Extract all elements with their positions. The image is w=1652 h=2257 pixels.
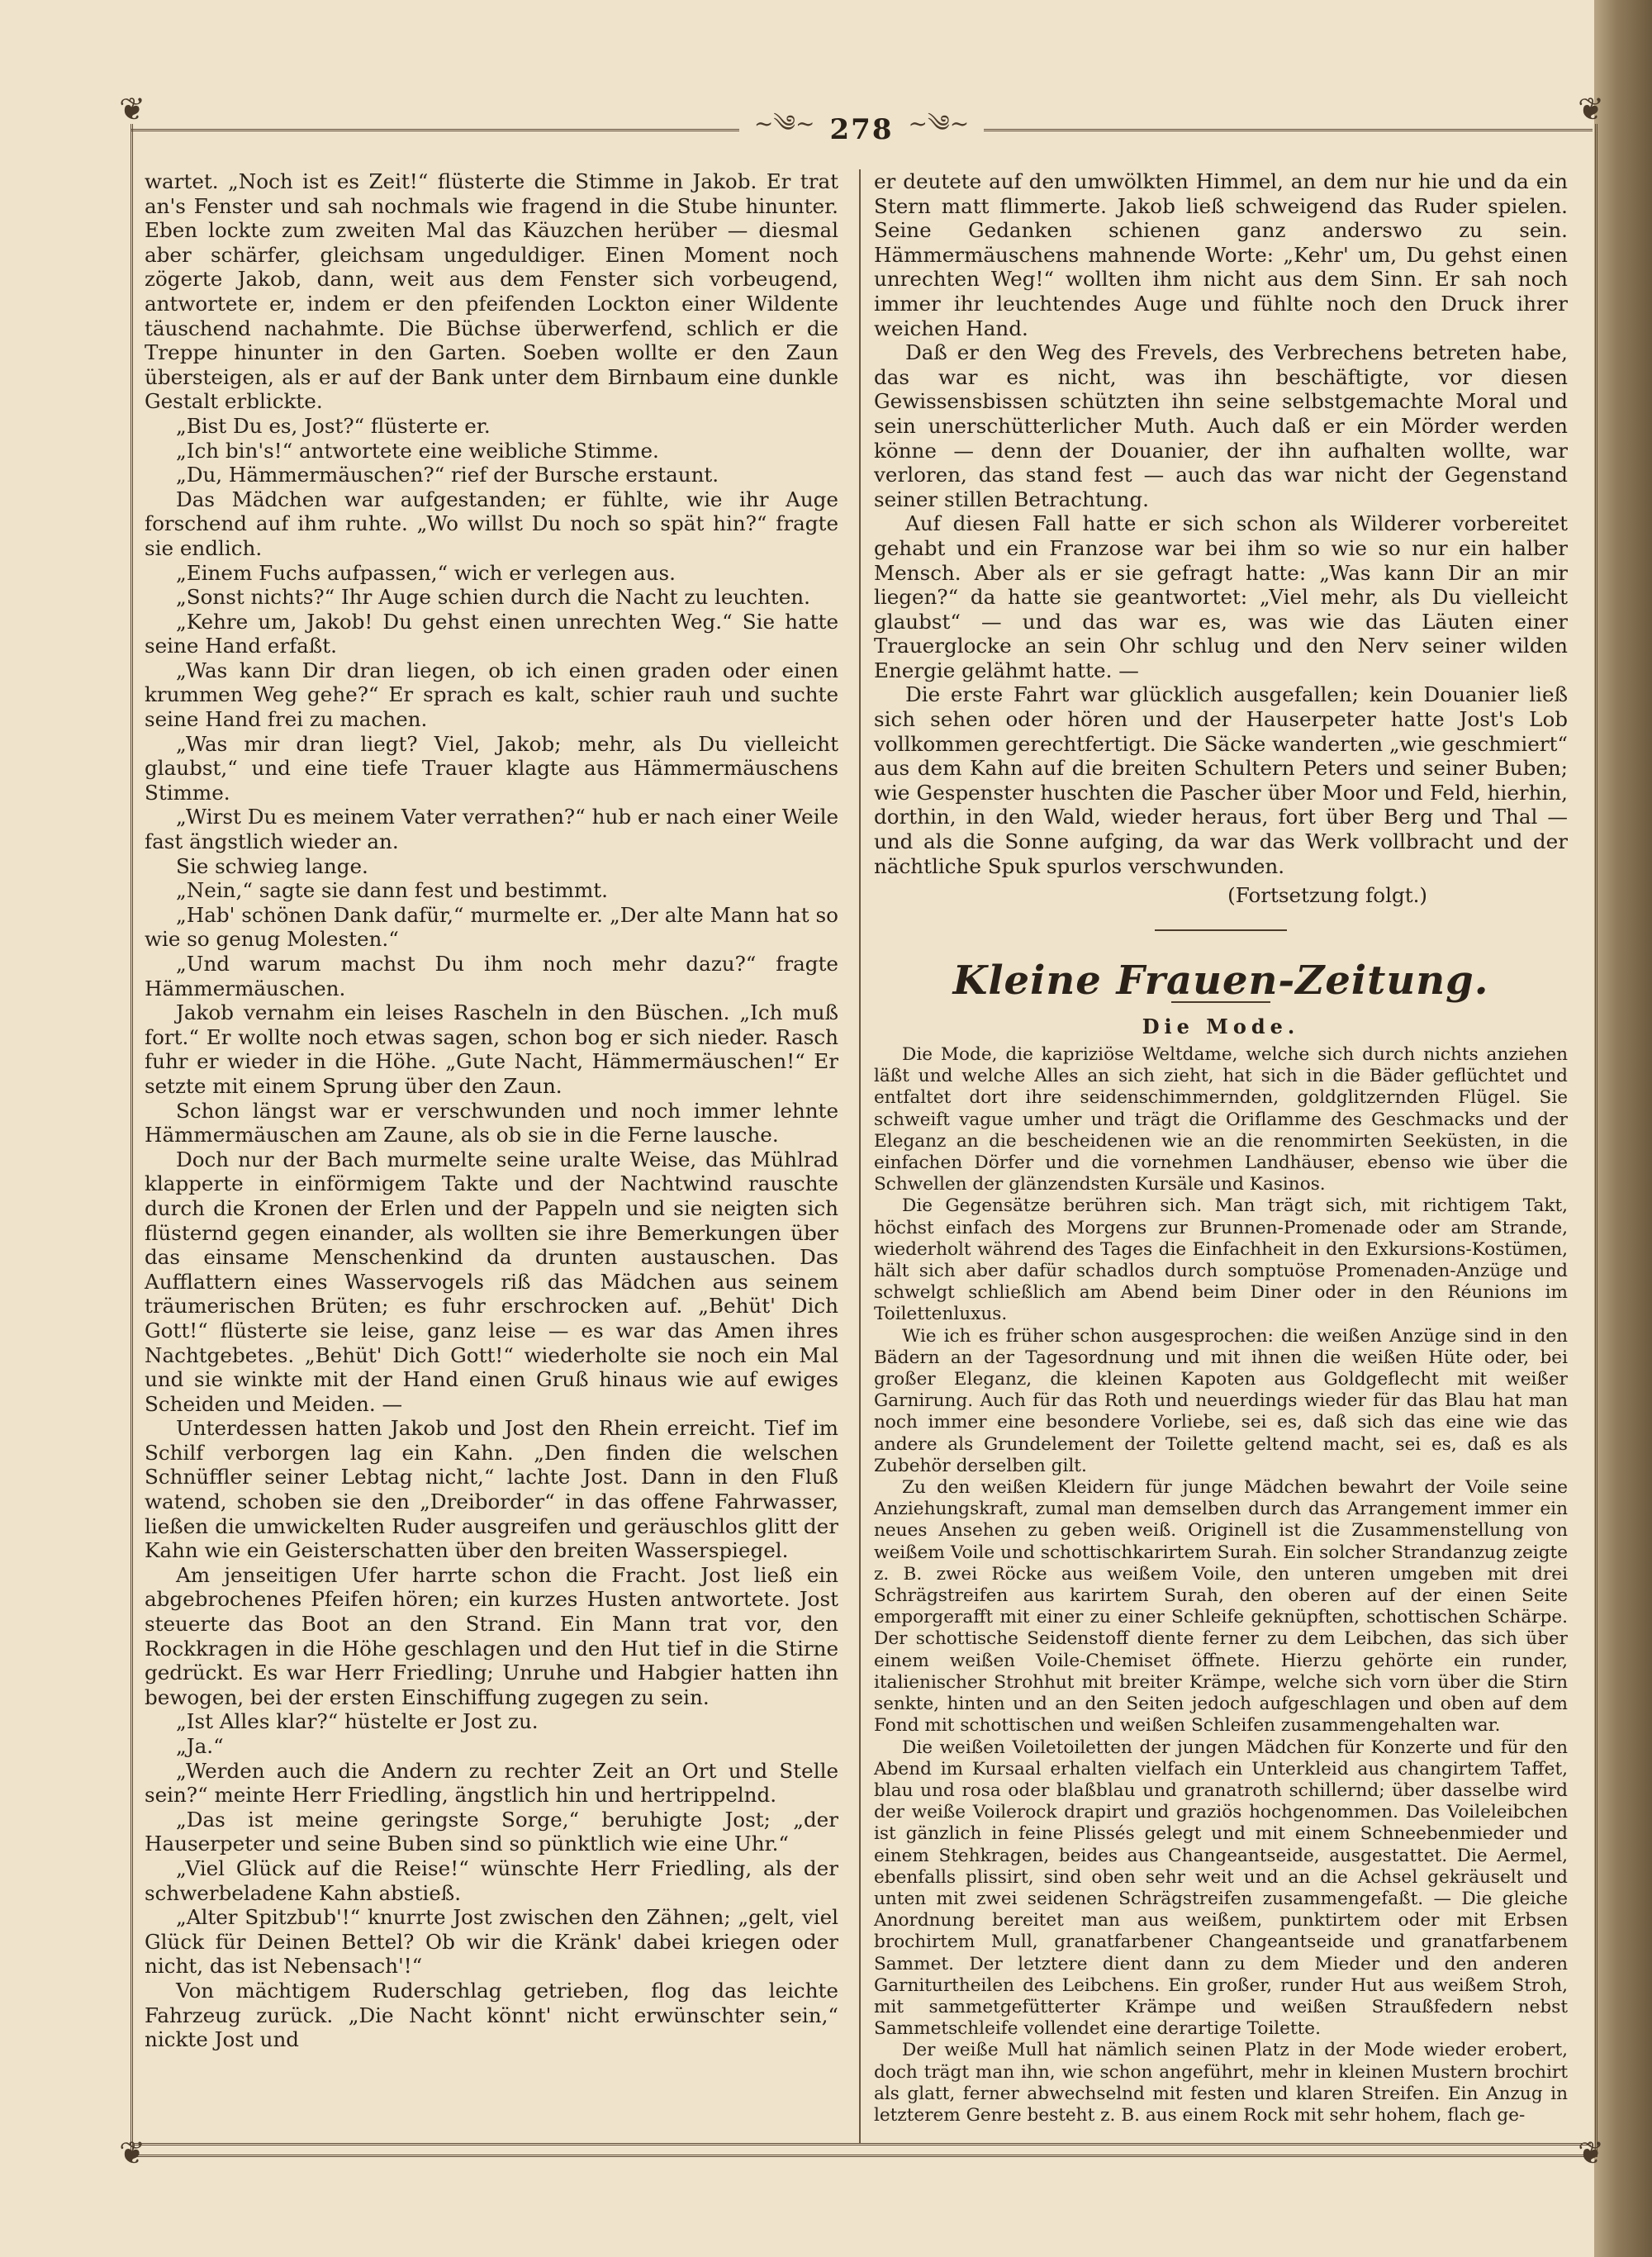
paragraph: „Und warum machst Du ihm noch mehr dazu?“ fragte Hämmermäuschen. bbox=[145, 952, 838, 1000]
paragraph: Sie schwieg lange. bbox=[176, 853, 368, 878]
book-spine bbox=[1594, 0, 1652, 2257]
subsection-title: Die Mode. bbox=[1142, 1014, 1300, 1039]
section-title: Kleine Frauen-Zeitung. bbox=[952, 957, 1489, 1004]
bottom-border bbox=[132, 2143, 1591, 2159]
paragraph: Unterdessen hatten Jakob und Jost den Rhein erreicht. Tief im Schilf verborgen lag ein Kahn. „Den finden die welschen Schnüffler seiner Lebtag nicht,“ lachte Jost. Dann in den Fluß watend, schoben sie den „Dreiborder“ in das offene Fahrwasser, ließen die umwickelten Ruder ausgreifen und geräuschlos glitt der Kahn wie ein Geisterschatten über den breiten Wasserspiegel. bbox=[145, 1416, 838, 1563]
paragraph: „Werden auch die Andern zu rechter Zeit an Ort und Stelle sein?“ meinte Herr Friedling, ängstlich hin und hertrippelnd. bbox=[145, 1758, 838, 1808]
left-column bbox=[145, 169, 838, 2148]
paragraph: Die weißen Voiletoiletten der jungen Mädchen für Konzerte und für den Abend im Kursaal erhalten vielfach ein Unterkleid aus changirtem Taffet, blau und rosa oder blaßblau und granatroth schillernd; über dasselbe wird der weiße Voilerock drapirt und graziös hochgenommen. Das Voileleibchen ist gänzlich in feine Plissés gelegt und mit einem Schneebenmieder und einem Stehkragen, beides aus Changeantseide, ausgestattet. Die Aermel, ebenfalls plissirt, sind oben sehr weit und an die Achsel gekräuselt und unten mit zwei seidenen Schrägstreifen zusammengefaßt. — Die gleiche Anordnung bereitet man aus weißem, punktirtem oder mit Erbsen brochirtem Mull, granatfarbener Changeantseide und granatfarbenem Sammet. Der letztere dient dann zu dem Mieder und den anderen Garniturtheilen des Leibchens. Ein großer, runder Hut aus weißem Stroh, mit sammetgefütterter Krämpe und weißen Straußfedern nebst Sammetschleife vollendet eine derartige Toilette. bbox=[874, 1737, 1568, 2040]
paragraph: Die Gegensätze berühren sich. Man trägt sich, mit richtigem Takt, höchst einfach des Morgens zur Brunnen-Promenade oder am Strande, wiederholt während des Tages die Einfachheit in den Exkursions-Kostümen, hält sich aber dafür schadlos durch somptuöse Promenaden-Anzüge und schwelgt schließlich am Abend beim Diner oder in den Réunions im Toilettenluxus. bbox=[874, 1195, 1568, 1325]
paragraph: Zu den weißen Kleidern für junge Mädchen bewahrt der Voile seine Anziehungskraft, zumal man demselben durch das Arrangement immer ein neues Ansehen zu geben weiß. Originell ist die Zusammenstellung von weißem Voile und schottischkarirtem Surah. Ein solcher Strandanzug zeigte z. B. zwei Röcke aus weißem Voile, den unteren umgeben mit drei Schrägstreifen aus karirtem Surah, den oberen auf der einen Seite emporgerafft mit einer zu einer Schleife geknüpften, schottischen Schärpe. Der schottische Seidenstoff diente ferner zu dem Leibchen, das sich über einem weißen Voile-Chemiset öffnete. Hierzu gehörte ein runder, italienischer Strohhut mit breiter Krämpe, welche sich vorn über die Stirn senkte, hinten und an den Seiten jedoch aufgeschlagen und oben auf dem Fond mit schottischen und weißen Schleifen zusammengehalten war. bbox=[874, 1477, 1568, 1737]
header-rule-right bbox=[984, 129, 1593, 131]
page-header bbox=[131, 109, 1593, 150]
column-divider bbox=[859, 169, 861, 2144]
paragraph: „Das ist meine geringste Sorge,“ beruhigte Jost; „der Hauserpeter und seine Buben sind so pünktlich wie eine Uhr.“ bbox=[145, 1807, 838, 1856]
paragraph: „Einem Fuchs aufpassen,“ wich er verlegen aus. bbox=[176, 560, 676, 585]
flourish-left-icon: ~༄~ bbox=[753, 109, 815, 137]
paragraph: Das Mädchen war aufgestanden; er fühlte, wie ihr Auge forschend auf ihm ruhte. „Wo willst Du noch so spät hin?“ fragte sie endlich. bbox=[145, 487, 838, 560]
fashion-article bbox=[874, 1044, 1568, 2126]
paragraph: „Nein,“ sagte sie dann fest und bestimmt. bbox=[176, 878, 609, 903]
corner-ornament-top-right-icon: ❦ bbox=[1578, 91, 1604, 127]
paragraph: „Wirst Du es meinem Vater verrathen?“ hub er nach einer Weile fast ängstlich wieder an. bbox=[145, 805, 838, 854]
paragraph: „Ja.“ bbox=[176, 1734, 224, 1758]
corner-ornament-top-left-icon: ❦ bbox=[119, 91, 145, 127]
paragraph: „Bist Du es, Jost?“ flüsterte er. bbox=[176, 413, 491, 438]
paragraph: er deutete auf den umwölkten Himmel, an dem nur hie und da ein Stern matt flimmerte. Jakob ließ schweigend das Ruder spielen. Seine Gedanken schienen ganz anderswo zu sein. Hämmermäuschens mahnende Worte: „Kehr' um, Du gehst einen unrechten Weg!“ wollten ihm nicht aus dem Sinn. Er sah noch immer ihr leuchtendes Auge und fühlte noch den Druck ihrer weichen Hand. bbox=[874, 169, 1568, 340]
page-number: 278 bbox=[829, 113, 894, 146]
paragraph: Auf diesen Fall hatte er sich schon als Wilderer vorbereitet gehabt und ein Franzose war bei ihm so wie so nur ein halber Mensch. Aber als er sie gefragt hatte: „Was kann Dir an mir liegen?“ da hatte sie geantwortet: „Viel mehr, als Du vielleicht glaubst“ — und das war es, was wie das Läuten einer Trauerglocke an sein Ohr schlug und den Nerv seiner wilden Energie gelähmt hatte. — bbox=[874, 511, 1568, 682]
paragraph: Von mächtigem Ruderschlag getrieben, flog das leichte Fahrzeug zurück. „Die Nacht könnt' nicht erwünschter sein,“ nickte Jost und bbox=[145, 1978, 838, 2052]
paragraph: „Was kann Dir dran liegen, ob ich einen graden oder einen krummen Weg gehe?“ Er sprach es kalt, schier rauh und suchte seine Hand frei zu machen. bbox=[145, 658, 838, 732]
paragraph: Doch nur der Bach murmelte seine uralte Weise, das Mühlrad klapperte in einförmigem Takte und der Nachtwind rauschte durch die Kronen der Erlen und der Pappeln und sie neigten sich flüsternd gegen einander, als wollten sie ihre Bemerkungen über das einsame Menschenkind da drunten austauschen. Das Aufflattern eines Wasservogels riß das Mädchen aus seinem träumerischen Brüten; es fuhr erschrocken auf. „Behüt' Dich Gott!“ flüsterte sie leise, ganz leise — es war das Amen ihres Nachtgebetes. „Behüt' Dich Gott!“ wiederholte sie noch ein Mal und sie winkte mit der Hand einen Gruß hinaus wie auf ewiges Scheiden und Meiden. — bbox=[145, 1147, 838, 1416]
section-divider bbox=[1155, 929, 1287, 931]
paragraph: „Ich bin's!“ antwortete eine weibliche Stimme. bbox=[176, 438, 659, 463]
corner-ornament-bottom-right-icon: ❦ bbox=[1578, 2135, 1604, 2171]
paragraph: Der weiße Mull hat nämlich seinen Platz in der Mode wieder erobert, doch trägt man ihn, wie schon angeführt, mehr in kleinen Mustern brochirt als glatt, ferner abwechselnd mit festen und klaren Streifen. Ein Anzug in letzterem Genre besteht z. B. aus einem Rock mit sehr hohem, flach ge- bbox=[874, 2040, 1568, 2126]
paragraph: Jakob vernahm ein leises Rascheln in den Büschen. „Ich muß fort.“ Er wollte noch etwas sagen, schon bog er sich nieder. Rasch fuhr er wieder in die Höhe. „Gute Nacht, Hämmermäuschen!“ Er setzte mit einem Sprung über den Zaun. bbox=[145, 1000, 838, 1098]
paragraph: Schon längst war er verschwunden und noch immer lehnte Hämmermäuschen am Zaune, als ob sie in die Ferne lausche. bbox=[145, 1098, 838, 1148]
paragraph: Wie ich es früher schon ausgesprochen: die weißen Anzüge sind in den Bädern an der Tagesordnung und mit ihnen die weißen Hüte oder, bei großer Eleganz, die kleinen Kapoten aus Goldgeflecht mit weißer Garnirung. Auch für das Roth und neuerdings wieder für das Blau hat man noch immer eine besondere Vorliebe, sei es, daß sich das eine wie das andere als Grundelement der Toilette geltend macht, sei es, daß es als Zubehör derselben gilt. bbox=[874, 1325, 1568, 1476]
flourish-right-icon: ~༄~ bbox=[908, 109, 970, 137]
continuation-note: (Fortsetzung folgt.) bbox=[1227, 883, 1427, 908]
right-column bbox=[874, 169, 1568, 2148]
paragraph: wartet. „Noch ist es Zeit!“ flüsterte die Stimme in Jakob. Er trat an's Fenster und sah nochmals wie fragend in die Stube hinunter. Eben lockte zum zweiten Mal das Käuzchen herüber — diesmal aber schärfer, gleichsam ungeduldiger. Einen Moment noch zögerte Jakob, dann, weit aus dem Fenster sich vorbeugend, antwortete er, indem er den pfeifenden Lockton einer Wildente täuschend nachahmte. Die Büchse überwerfend, schlich er die Treppe hinunter in den Garten. Soeben wollte er den Zaun übersteigen, als er auf der Bank unter dem Birnbaum eine dunkle Gestalt erblickte. bbox=[145, 169, 838, 414]
paragraph: Die Mode, die kapriziöse Weltdame, welche sich durch nichts anziehen läßt und welche Alles an sich zieht, hat sich in die Bäder geflüchtet und entfaltet dort ihre seidenschimmernden, goldglitzernden Flügel. Sie schweift vague umher und trägt die Oriflamme des Geschmacks und der Eleganz an die bescheidenen wie an die renommirten Seeküsten, in die einfachen Dörfer und die vornehmen Landhäuser, ebenso wie über die Schwellen der glänzendsten Kursäle und Kasinos. bbox=[874, 1044, 1568, 1195]
paragraph: „Kehre um, Jakob! Du gehst einen unrechten Weg.“ Sie hatte seine Hand erfaßt. bbox=[145, 609, 838, 658]
paragraph: „Was mir dran liegt? Viel, Jakob; mehr, als Du vielleicht glaubst,“ und eine tiefe Trauer klagte aus Hämmermäuschens Stimme. bbox=[145, 731, 838, 805]
paragraph: „Ist Alles klar?“ hüstelte er Jost zu. bbox=[176, 1709, 539, 1734]
paragraph: Die erste Fahrt war glücklich ausgefallen; kein Douanier ließ sich sehen oder hören und der Hauserpeter hatte Jost's Lob vollkommen gerechtfertigt. Die Säcke wanderten „wie geschmiert“ aus dem Kahn auf die breiten Schultern Peters und seiner Buben; wie Gespenster huschten die Pascher über Moor und Feld, hierhin, dorthin, in den Wald, wieder heraus, fort über Berg und Thal — und als die Sonne aufging, da war das Werk vollbracht und der nächtliche Spuk spurlos verschwunden. bbox=[874, 682, 1568, 878]
corner-ornament-bottom-left-icon: ❦ bbox=[119, 2135, 145, 2171]
paragraph: „Sonst nichts?“ Ihr Auge schien durch die Nacht zu leuchten. bbox=[176, 585, 810, 610]
paragraph: „Hab' schönen Dank dafür,“ murmelte er. „Der alte Mann hat so wie so genug Molesten.“ bbox=[145, 902, 838, 952]
paragraph: „Viel Glück auf die Reise!“ wünschte Herr Friedling, als der schwerbeladene Kahn abstieß. bbox=[145, 1855, 838, 1905]
header-rule-left bbox=[131, 129, 739, 131]
paragraph: Am jenseitigen Ufer harrte schon die Fracht. Jost ließ ein abgebrochenes Pfeifen hören; ein kurzes Husten antwortete. Jost steuerte das Boot an den Strand. Ein Mann trat vor, den Rockkragen in die Höhe geschlagen und den Hut tief in die Stirne gedrückt. Es war Herr Friedling; Unruhe und Habgier hatten ihn bewogen, bei der ersten Einschiffung zugegen zu sein. bbox=[145, 1562, 838, 1709]
paragraph: Daß er den Weg des Frevels, des Verbrechens betreten habe, das war es nicht, was ihn beschäftigte, vor diesen Gewissensbissen schützten ihn seine selbstgemachte Moral und sein unerschütterlicher Muth. Auch daß er ein Mörder werden könne — denn der Douanier, der ihn aufhalten wollte, war verloren, das stand fest — auch das war nicht der Gegenstand seiner stillen Betrachtung. bbox=[874, 340, 1568, 511]
story-continuation bbox=[874, 169, 1568, 878]
paragraph: „Alter Spitzbub'!“ knurrte Jost zwischen den Zähnen; „gelt, viel Glück für Deinen Bettel? Ob wir die Kränk' dabei kriegen oder nicht, das ist Nebensach'!“ bbox=[145, 1905, 838, 1979]
paragraph: „Du, Hämmermäuschen?“ rief der Bursche erstaunt. bbox=[176, 463, 719, 487]
